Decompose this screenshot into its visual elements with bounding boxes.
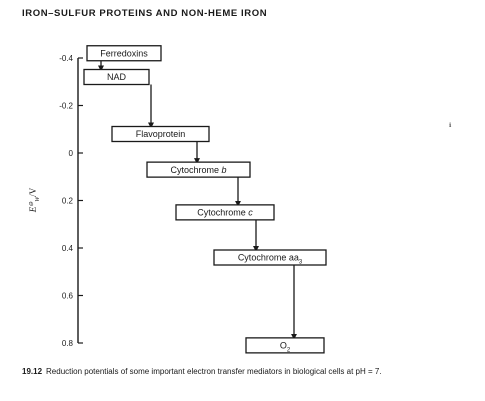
tick-label: -0.2 [59, 101, 73, 111]
carrier-box [246, 338, 324, 354]
carrier-box [147, 162, 250, 177]
tick-label: 0.4 [61, 244, 73, 253]
carrier-label: NAD [106, 72, 127, 83]
caption-number: 19.12 [22, 367, 43, 376]
transfer-arrows [101, 61, 294, 337]
carrier-boxes [84, 46, 326, 354]
carrier-label: Flavoprotein [135, 129, 186, 140]
tick-label: 0.6 [61, 291, 73, 301]
carrier-label: Ferredoxins [100, 48, 148, 59]
carrier-box [87, 46, 161, 61]
carrier-box [112, 127, 209, 142]
carrier-label: $O_2$ [279, 340, 291, 354]
carrier-box [214, 250, 326, 266]
axis-ticks [59, 54, 83, 348]
tick-label: 0.8 [61, 339, 73, 348]
axis-title [28, 187, 41, 213]
carrier-label: Cytochrome $aa_3$ [237, 252, 303, 266]
tick-label: 0 [68, 149, 73, 158]
carrier-box [84, 70, 149, 85]
carrier-label: Cytochrome b [170, 164, 227, 175]
svg-text:E⊖W/V: $E^⊖_W/V$ [28, 187, 41, 213]
page-header: IRON–SULFUR PROTEINS AND NON-HEME IRON [22, 8, 268, 19]
carrier-label: Cytochrome c [197, 207, 253, 218]
figure-caption [22, 366, 462, 377]
stray-mark: ℹ [449, 123, 452, 129]
caption-text: Reduction potentials of some important electron transfer mediators in biological cells at pH = 7. [46, 367, 382, 376]
carrier-box [176, 205, 274, 220]
tick-label: -0.4 [59, 54, 73, 63]
tick-label: 0.2 [61, 196, 73, 206]
